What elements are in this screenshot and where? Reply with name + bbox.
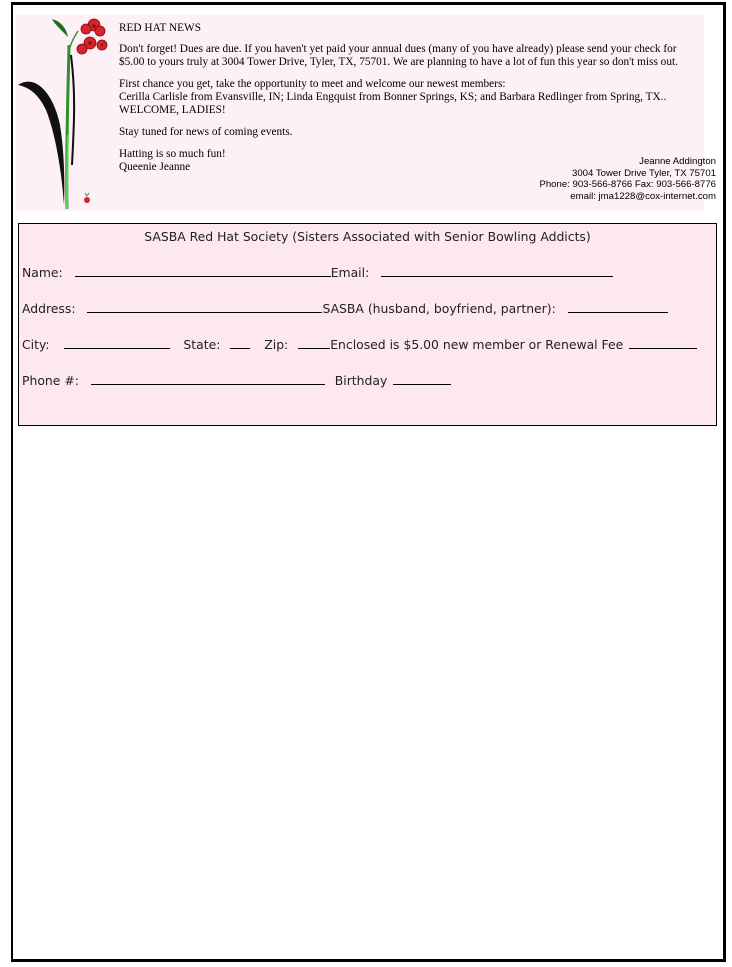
zip-field[interactable] — [298, 336, 330, 349]
contact-address: 3004 Tower Drive Tyler, TX 75701 — [572, 167, 716, 179]
city-state-zip-row — [22, 336, 697, 352]
phone-field[interactable] — [91, 372, 325, 385]
flower-illustration — [16, 15, 112, 211]
members-intro: First chance you get, take the opportunity to meet and welcome our newest members: — [119, 78, 506, 90]
state-label: State: — [183, 337, 221, 352]
newsletter-body — [119, 22, 704, 174]
membership-form — [18, 223, 717, 426]
partner-field[interactable] — [568, 300, 668, 313]
closing-text: Hatting is so much fun! — [119, 148, 226, 160]
birthday-label: Birthday — [334, 373, 388, 388]
partner-label: SASBA (husband, boyfriend, partner): — [322, 301, 556, 316]
address-partner-row — [22, 300, 668, 316]
contact-block — [466, 156, 716, 202]
signoff-text: Queenie Jeanne — [119, 161, 191, 173]
phone-birthday-row — [22, 372, 451, 388]
address-field[interactable] — [87, 300, 322, 313]
newsletter-title: RED HAT NEWS — [119, 22, 202, 34]
form-title: SASBA Red Hat Society (Sisters Associated with Senior Bowling Addicts) — [144, 229, 591, 244]
contact-email: email: jma1228@cox-internet.com — [570, 190, 716, 202]
name-label: Name: — [22, 265, 63, 280]
zip-label: Zip: — [264, 337, 289, 352]
email-field[interactable] — [381, 264, 613, 277]
members-list: Cerilla Carlisle from Evansville, IN; Linda Engquist from Bonner Springs, KS; and Barbara Redlinger from Spring, TX.. WELCOME, LADIES! — [119, 91, 667, 116]
stay-tuned-text: Stay tuned for news of coming events. — [119, 126, 293, 138]
contact-phone: Phone: 903-566-8766 Fax: 903-566-8776 — [539, 179, 716, 191]
name-email-row — [22, 264, 613, 280]
new-members-paragraph — [119, 78, 704, 117]
contact-name: Jeanne Addington — [639, 156, 716, 167]
city-label: City: — [22, 337, 50, 352]
birthday-field[interactable] — [393, 372, 451, 385]
address-label: Address: — [22, 301, 76, 316]
dues-paragraph: Don't forget! Dues are due. If you haven't yet paid your annual dues (many of you have already) please send your check for $5.00 to yours truly at 3004 Tower Drive, Tyler, TX, 75701. We are planning to have a lot of fun this year so don't miss out. — [119, 43, 678, 68]
fee-field[interactable] — [629, 336, 697, 349]
city-field[interactable] — [64, 336, 170, 349]
name-field[interactable] — [75, 264, 331, 277]
fee-label: Enclosed is $5.00 new member or Renewal Fee — [330, 337, 624, 352]
state-field[interactable] — [230, 336, 250, 349]
phone-label: Phone #: — [22, 373, 79, 388]
email-label: Email: — [330, 265, 370, 280]
